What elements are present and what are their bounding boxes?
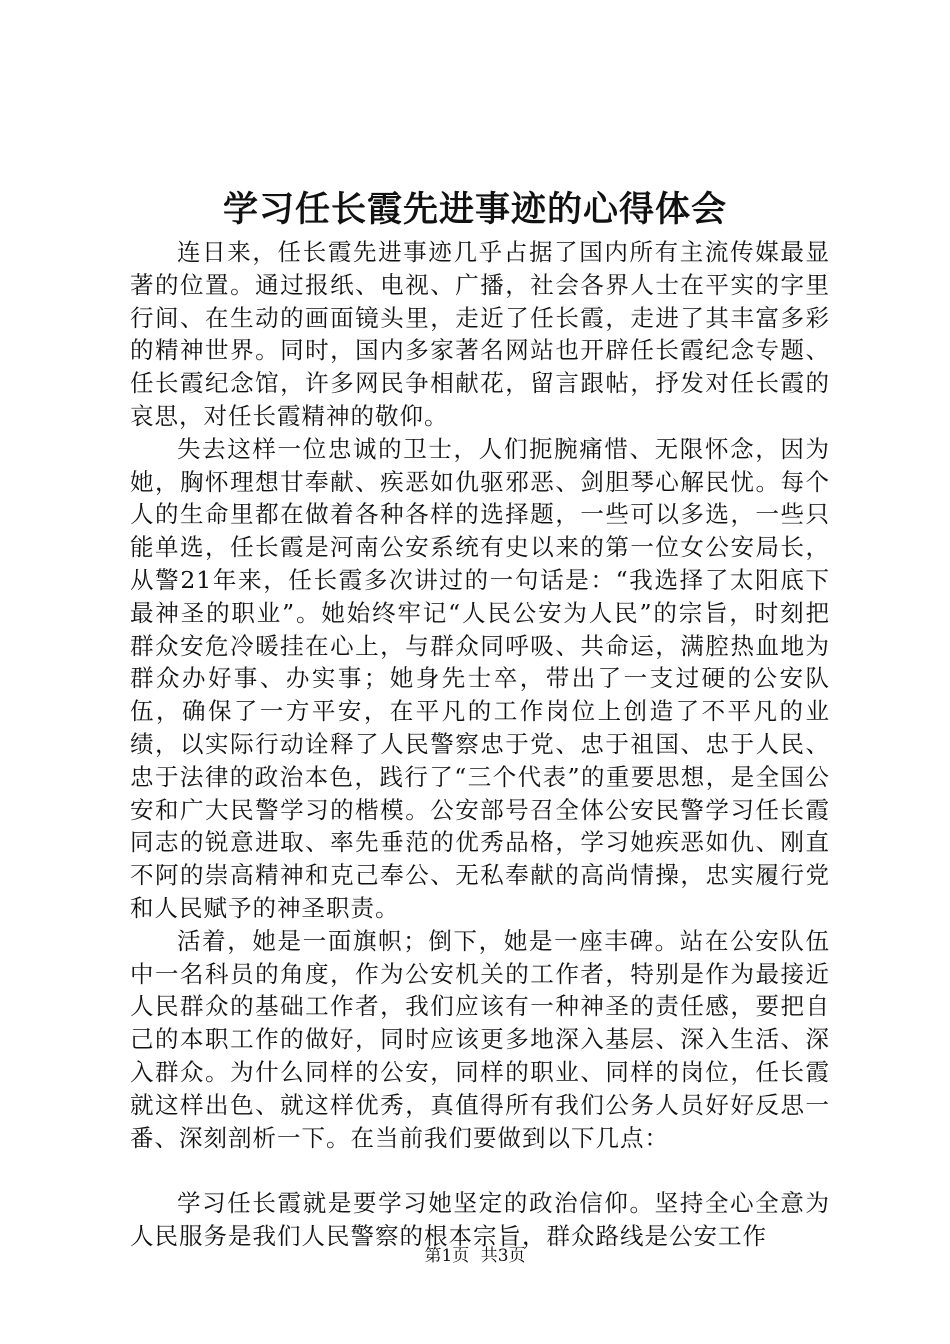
document-body (130, 236, 830, 1253)
page-footer (0, 1244, 950, 1268)
paragraph-3: 活着，她是一面旗帜；倒下，她是一座丰碑。站在公安队伍中一名科员的角度，作为公安机关的工作者，特别是作为最接近人民群众的基础工作者，我们应该有一种神圣的责任感，要把自己的本职工作的做好，同时应该更多地深入基层、深入生活、深入群众。为什么同样的公安，同样的职业、同样的岗位，任长霞就这样出色、就这样优秀，真值得所有我们公务人员好好反思一番、深刻剖析一下。在当前我们要做到以下几点： (130, 926, 830, 1152)
paragraph-2: 失去这样一位忠诚的卫士，人们扼腕痛惜、无限怀念，因为她，胸怀理想甘奉献、疾恶如仇驱邪恶、剑胆琴心解民忧。每个人的生命里都在做着各种各样的选择题，一些可以多选，一些只能单选，任长霞是河南公安系统有史以来的第一位女公安局长，从警21年来，任长霞多次讲过的一句话是：“我选择了太阳底下最神圣的职业”。她始终牢记“人民公安为人民”的宗旨，时刻把群众安危冷暖挂在心上，与群众同呼吸、共命运，满腔热血地为群众办好事、办实事；她身先士卒，带出了一支过硬的公安队伍，确保了一方平安，在平凡的工作岗位上创造了不平凡的业绩，以实际行动诠释了人民警察忠于党、忠于祖国、忠于人民、忠于法律的政治本色，践行了“三个代表”的重要思想，是全国公安和广大民警学习的楷模。公安部号召全体公安民警学习任长霞同志的锐意进取、率先垂范的优秀品格，学习她疾恶如仇、刚直不阿的崇高精神和克己奉公、无私奉献的高尚情操，忠实履行党和人民赋予的神圣职责。 (130, 434, 830, 922)
page-number: 第1页 (424, 1246, 470, 1266)
paragraph-4: 学习任长霞就是要学习她坚定的政治信仰。坚持全心全意为人民服务是我们人民警察的根本宗旨，群众路线是公安工作 (130, 1189, 830, 1250)
paragraph-1: 连日来，任长霞先进事迹几乎占据了国内所有主流传媒最显著的位置。通过报纸、电视、广播，社会各界人士在平实的字里行间、在生动的画面镜头里，走近了任长霞，走进了其丰富多彩的精神世界。同时，国内多家著名网站也开辟任长霞纪念专题、任长霞纪念馆，许多网民争相献花，留言跟帖，抒发对任长霞的哀思，对任长霞精神的敬仰。 (130, 238, 830, 430)
paragraph-spacer (130, 1154, 830, 1187)
page-total: 共3页 (480, 1246, 526, 1266)
document-title: 学习任长霞先进事迹的心得体会 (222, 189, 727, 230)
